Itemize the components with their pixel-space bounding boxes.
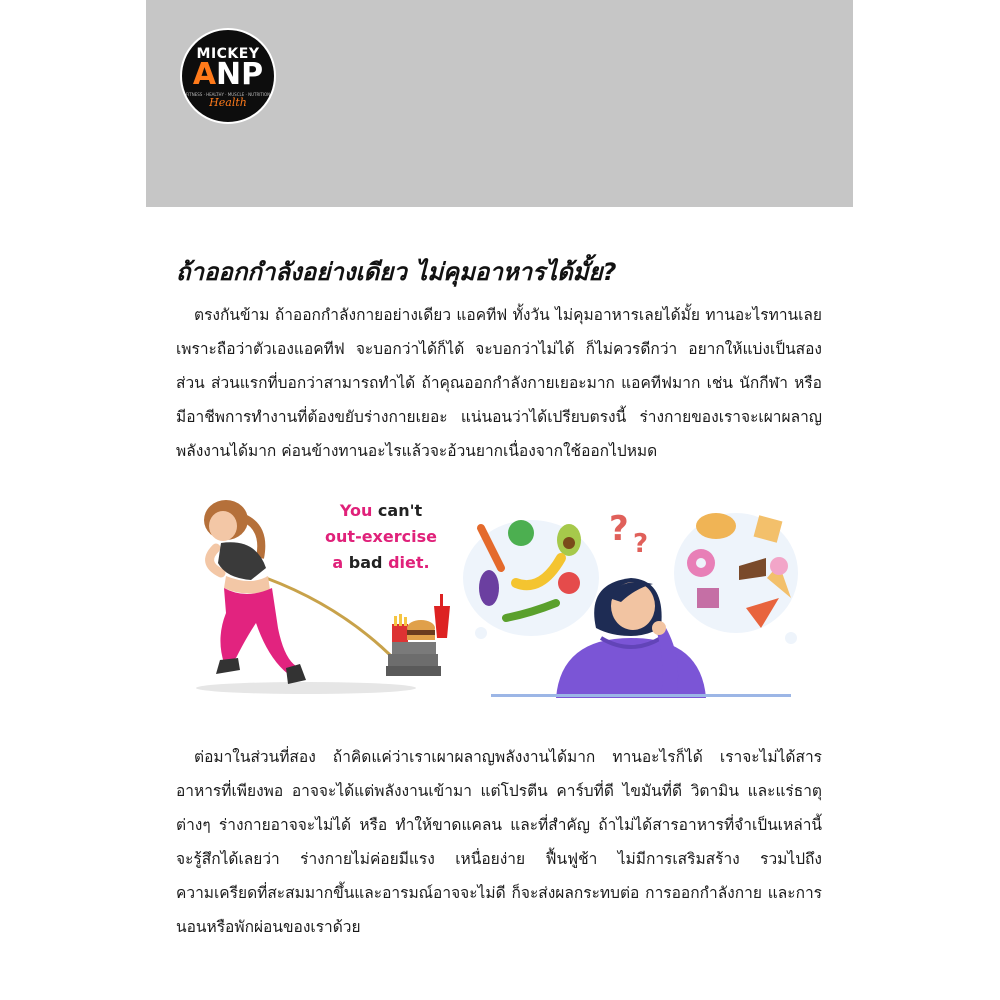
slogan (306, 498, 456, 576)
header-band (146, 0, 853, 207)
slogan-word-a: a (332, 553, 344, 572)
paragraph-1: ตรงกันข้าม ถ้าออกกำลังกายอย่างเดียว แอคทีฟ ทั้งวัน ไม่คุมอาหารเลยได้มั้ย ทานอะไรทานเลยเพราะถือว่าตัวเองแอคทีฟ จะบอกว่าได้ก็ได้ จะบอกว่าไม่ได้ ก็ไม่ควรดีกว่า อยากให้แบ่งเป็นสองส่วน ส่วนแรกที่บอกว่าสามารถทำได้ ถ้าคุณออกกำลังกายเยอะมาก แอคทีฟมาก เช่น นักกีฬา หรือ มีอาชีพการทำงานที่ต้องขยับร่างกายเยอะ แน่นอนว่าได้เปรียบตรงนี้ ร่างกายของเราจะเผาผลาญพลังงานได้มาก ค่อนข้างทานอะไรแล้วจะอ้วนยากเนื่องจากใช้ออกไปหมด (176, 306, 822, 460)
logo-tagline: FITNESS · HEALTHY · MUSCLE · NUTRITION (185, 92, 271, 97)
slogan-line-1 (306, 498, 456, 524)
logo-script: Health (209, 96, 247, 109)
brand-logo (180, 28, 276, 124)
slogan-word-you: You (339, 501, 373, 520)
slogan-word-diet: diet. (388, 553, 430, 572)
logo-letters-np: NP (216, 57, 264, 92)
slogan-word-bad: bad (348, 553, 383, 572)
slogan-word-out-exercise: out-exercise (325, 527, 437, 546)
paragraph-2: ต่อมาในส่วนที่สอง ถ้าคิดแค่ว่าเราเผาผลาญพลังงานได้มาก ทานอะไรก็ได้ เราจะไม่ได้สารอาหารที่เพียงพอ อาจจะได้แต่พลังงานเข้ามา แต่โปรตีน คาร์บที่ดี ไขมันที่ดี วิตามิน และแร่ธาตุ ต่างๆ ร่างกายอาจจะไม่ได้ หรือ ทำให้ขาดแคลน และที่สำคัญ ถ้าไม่ได้สารอาหารที่จำเป็นเหล่านี้จะรู้สึกได้เลยว่า ร่างกายไม่ค่อยมีแรง เหนื่อยง่าย ฟื้นฟูช้า ไม่มีการเสริมสร้าง รวมไปถึงความเครียดที่สะสมมากขึ้นและอารมณ์อาจจะไม่ดี ก็จะส่งผลกระทบต่อ การออกกำลังกาย และการนอนหรือพักผ่อนของเราด้วย (176, 748, 822, 936)
page (146, 0, 853, 1000)
svg-text:?: ? (609, 509, 629, 549)
logo-letter-a: A (192, 57, 217, 92)
article-heading: ถ้าออกกำลังอย่างเดียว ไม่คุมอาหารได้มั้ย? (176, 258, 617, 286)
illustration-food-choice (461, 488, 801, 698)
food-choice-drawing (461, 488, 801, 698)
logo-line2 (182, 58, 274, 92)
slogan-line-2 (306, 524, 456, 550)
slogan-word-cant: can't (377, 501, 423, 520)
slogan-line-3 (306, 550, 456, 576)
illustration-runner (196, 488, 496, 698)
logo-line1: MICKEY (196, 46, 260, 62)
svg-text:?: ? (633, 529, 649, 559)
